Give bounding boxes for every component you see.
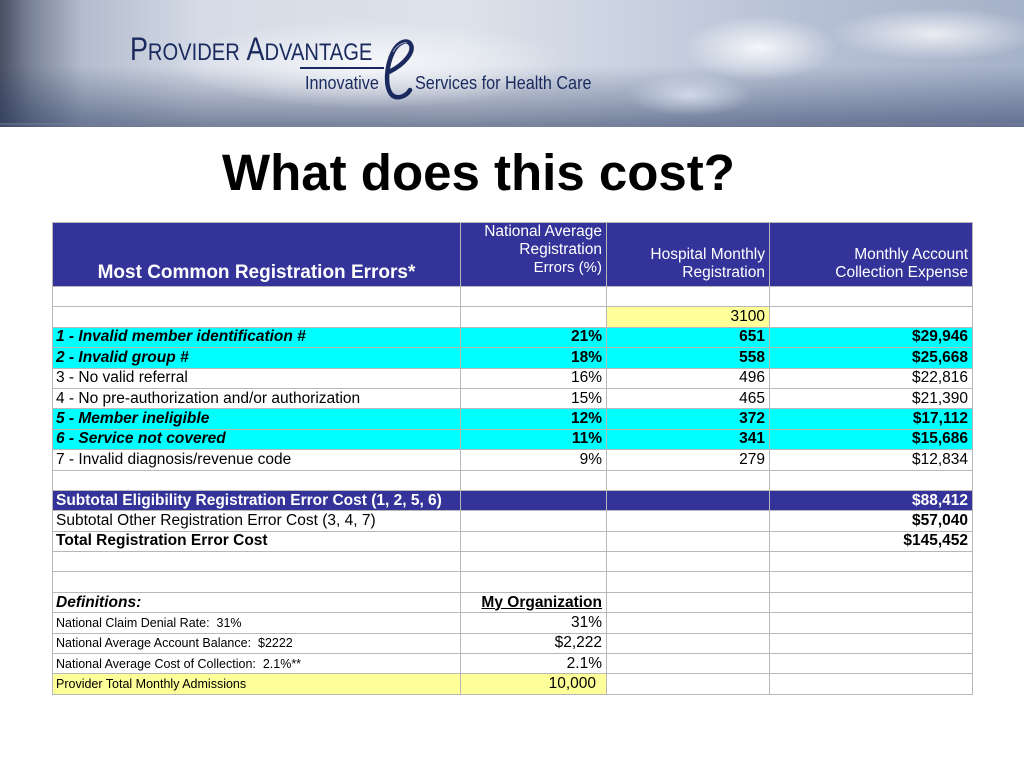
error-label: 1 - Invalid member identification # [53, 327, 461, 347]
header-national-average-errors [461, 223, 607, 287]
empty-cell [607, 531, 770, 551]
subtotal-other-value: $57,040 [770, 511, 973, 531]
subtotal-eligibility-value: $88,412 [770, 490, 973, 510]
logo-divider [300, 67, 384, 69]
error-row-highlighted [53, 429, 973, 449]
empty-cell [607, 552, 770, 572]
empty-cell [53, 470, 461, 490]
total-row [53, 531, 973, 551]
error-rate: 9% [461, 450, 607, 470]
company-logo-name [130, 32, 372, 70]
empty-cell [607, 572, 770, 592]
header-line: Collection Expense [835, 264, 968, 281]
header-error-type: Most Common Registration Errors* [53, 223, 461, 287]
empty-cell [770, 470, 973, 490]
empty-cell [770, 613, 973, 633]
error-row-highlighted [53, 348, 973, 368]
definition-row [53, 633, 973, 653]
error-row [53, 388, 973, 408]
empty-cell [461, 287, 607, 307]
monthly-registration-row [53, 307, 973, 327]
banner-edge [0, 123, 1024, 127]
error-registrations: 465 [607, 388, 770, 408]
slide-title: What does this cost? [222, 144, 735, 201]
error-registrations: 341 [607, 429, 770, 449]
registration-error-cost-table [52, 222, 973, 695]
error-label: 2 - Invalid group # [53, 348, 461, 368]
empty-cell [607, 470, 770, 490]
admissions-label: Provider Total Monthly Admissions [53, 674, 461, 694]
definition-label: National Claim Denial Rate: 31% [53, 613, 461, 633]
empty-cell [53, 572, 461, 592]
header-hospital-monthly-registration [607, 223, 770, 287]
empty-cell [770, 654, 973, 674]
header-line: Errors (%) [533, 259, 602, 276]
empty-cell [770, 287, 973, 307]
definition-label: National Average Account Balance: $2222 [53, 633, 461, 653]
error-row-highlighted [53, 409, 973, 429]
empty-cell [607, 287, 770, 307]
error-expense: $22,816 [770, 368, 973, 388]
empty-cell [770, 633, 973, 653]
error-row [53, 368, 973, 388]
error-row [53, 450, 973, 470]
definition-value: $2,222 [461, 633, 607, 653]
empty-cell [461, 470, 607, 490]
admissions-value: 10,000 [461, 674, 607, 694]
error-expense: $25,668 [770, 348, 973, 368]
error-expense: $17,112 [770, 409, 973, 429]
logo-word: ADVANTAGE [246, 31, 373, 67]
empty-cell [607, 674, 770, 694]
error-rate: 11% [461, 429, 607, 449]
header-line: Monthly Account [854, 246, 968, 263]
error-rate: 16% [461, 368, 607, 388]
empty-cell [461, 572, 607, 592]
empty-cell [607, 592, 770, 612]
empty-cell [461, 531, 607, 551]
error-expense: $21,390 [770, 388, 973, 408]
subtotal-other-row [53, 511, 973, 531]
logo-tagline-left: Innovative [305, 73, 379, 93]
error-expense: $29,946 [770, 327, 973, 347]
error-expense: $12,834 [770, 450, 973, 470]
empty-cell [770, 674, 973, 694]
definitions-label: Definitions: [53, 592, 461, 612]
total-label: Total Registration Error Cost [53, 531, 461, 551]
error-expense: $15,686 [770, 429, 973, 449]
definition-value: 31% [461, 613, 607, 633]
error-rate: 18% [461, 348, 607, 368]
empty-cell [607, 490, 770, 510]
empty-cell [607, 654, 770, 674]
total-value: $145,452 [770, 531, 973, 551]
empty-row [53, 470, 973, 490]
error-registrations: 372 [607, 409, 770, 429]
definitions-header-row [53, 592, 973, 612]
empty-cell [770, 572, 973, 592]
logo-tagline-right: Services for Health Care [415, 73, 592, 93]
header-banner [0, 0, 1024, 127]
error-registrations: 558 [607, 348, 770, 368]
definition-row [53, 654, 973, 674]
error-registrations: 651 [607, 327, 770, 347]
empty-cell [461, 490, 607, 510]
empty-cell [53, 287, 461, 307]
error-label: 5 - Member ineligible [53, 409, 461, 429]
error-rate: 12% [461, 409, 607, 429]
script-e-logo-icon [381, 36, 415, 102]
empty-cell [461, 552, 607, 572]
empty-row [53, 572, 973, 592]
empty-cell [461, 307, 607, 327]
empty-cell [53, 307, 461, 327]
empty-cell [607, 613, 770, 633]
error-row-highlighted [53, 327, 973, 347]
error-label: 4 - No pre-authorization and/or authorization [53, 388, 461, 408]
empty-cell [607, 633, 770, 653]
definition-value: 2.1% [461, 654, 607, 674]
empty-row [53, 287, 973, 307]
error-registrations: 496 [607, 368, 770, 388]
table-header-row [53, 223, 973, 287]
definition-row [53, 613, 973, 633]
empty-cell [461, 511, 607, 531]
subtotal-eligibility-row [53, 490, 973, 510]
empty-cell [770, 307, 973, 327]
subtotal-other-label: Subtotal Other Registration Error Cost (3, 4, 7) [53, 511, 461, 531]
empty-cell [607, 511, 770, 531]
error-label: 3 - No valid referral [53, 368, 461, 388]
error-rate: 21% [461, 327, 607, 347]
empty-cell [770, 552, 973, 572]
admissions-row [53, 674, 973, 694]
subtotal-eligibility-label: Subtotal Eligibility Registration Error Cost (1, 2, 5, 6) [53, 490, 461, 510]
empty-cell [53, 552, 461, 572]
hospital-monthly-registration-value: 3100 [607, 307, 770, 327]
definition-label: National Average Cost of Collection: 2.1%** [53, 654, 461, 674]
error-registrations: 279 [607, 450, 770, 470]
header-monthly-collection-expense [770, 223, 973, 287]
header-line: National Average [484, 223, 602, 240]
error-rate: 15% [461, 388, 607, 408]
logo-word: PROVIDER [130, 31, 240, 67]
empty-cell [770, 592, 973, 612]
error-label: 6 - Service not covered [53, 429, 461, 449]
my-organization-heading: My Organization [461, 592, 607, 612]
error-label: 7 - Invalid diagnosis/revenue code [53, 450, 461, 470]
empty-row [53, 552, 973, 572]
header-line: Registration [682, 264, 765, 281]
header-line: Hospital Monthly [650, 246, 765, 263]
header-line: Registration [519, 241, 602, 258]
